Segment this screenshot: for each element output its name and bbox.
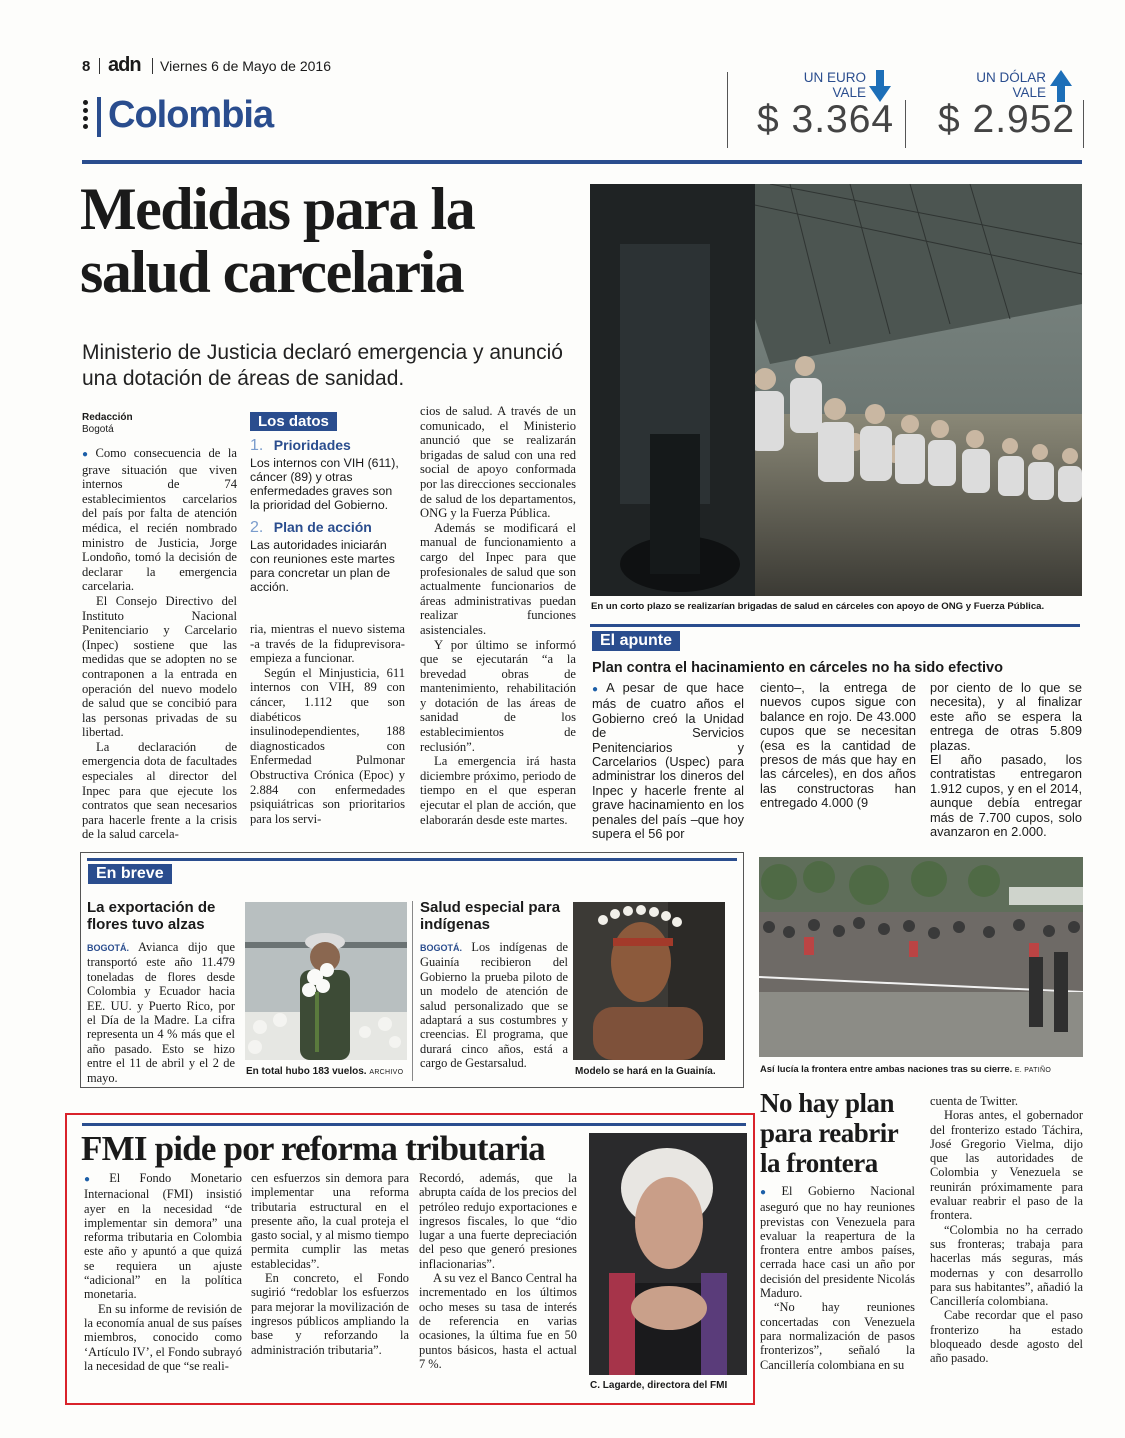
- main-photo-prison: [590, 184, 1082, 596]
- lagarde-caption: C. Lagarde, directora del FMI: [590, 1380, 728, 1391]
- fmi-column-1: ● El Fondo Monetario Internacional (FMI) insistió ayer en la necesidad “de implementar sin demora” una reforma tributaria en Colombia este año y apuntó a que quizá se requiera un ajuste “adicional” en la política monetaria. En su informe de revisión de la economía anual de sus países miembros, conocido como ‘Artículo IV’, el Fondo subrayó la necesidad de que “se reali-: [84, 1171, 242, 1373]
- datos-item-2: 2. Plan de acción: [250, 519, 372, 536]
- datos-item-1-text: Los internos con VIH (611), cáncer (89) y otras enfermedades graves son la prioridad del Gobierno.: [250, 456, 399, 512]
- main-headline: Medidas para la salud carcelaria: [80, 176, 475, 305]
- datos-item-2-text: Las autoridades iniciarán con reuniones este martes para concretar un plan de acción.: [250, 538, 395, 594]
- apunte-rule: [590, 624, 1080, 627]
- fmi-column-2: cen esfuerzos sin demora para implementar una reforma tributaria estructural en el presente año, la cual proteja el gasto social, y al mismo tiempo permita cumplir las metas establecidas”. En concreto, el Fondo sugirió “redoblar los esfuerzos para mejorar la movilización de ingresos públicos ampliando la base y reforzando la administración tributaria”.: [251, 1171, 409, 1357]
- issue-date: Viernes 6 de Mayo de 2016: [160, 58, 331, 74]
- breve-story-2-text: BOGOTÁ. Los indígenas de Guainía recibieron del Gobierno la prueba piloto de un modelo de atención de salud personalizado que se adaptará a sus costumbres y creencias. El programa, que durará cinco años, está a cargo de Gestarsalud.: [420, 940, 568, 1071]
- main-column-2: ria, mientras el nuevo sistema -a través de la fiduprevisora- empieza a funcionar. Según el Minjusticia, 611 internos con VIH, 89 con cáncer, 1.112 que son diabéticos insulinodependientes, 188 diagnosticados con Enfermedad Pulmonar Obstructiva Crónica (Epoc) y 2.884 con enfermedades psiquiátricas son prioritarios para los servi-: [250, 622, 405, 826]
- apunte-column-3: por ciento de lo que se necesita), y al finalizar este año se espera la entrega de otras 5.809 plazas. El año pasado, los contratistas entregaron 1.912 cupos, y en el 2014, aunque debía entregar más de 7.700 cupos, solo avanzaron en 2.000.: [930, 680, 1082, 840]
- page-number: 8: [82, 58, 91, 75]
- apunte-column-1: ● A pesar de que hace más de cuatro años el Gobierno creó la Unidad de Servicios Penitenciarios y Carcelarios (Uspec) para administrar los dineros del Inpec y hacerle frente al grave hacinamiento en los penales del país –que hoy supera el 56 por: [592, 680, 744, 842]
- euro-label: UN EURO VALE: [803, 70, 866, 100]
- adn-logo: adn: [108, 54, 141, 76]
- apunte-column-2: ciento–, la entrega de nuevos cupos sigue con balance en rojo. De 43.000 cupos que se necesitan (esa es la cantidad de presos de más que hay en las cárceles), en dos años las constructoras han entregado 4.000 (9: [760, 680, 916, 811]
- fmi-highlight-box: [65, 1113, 755, 1405]
- main-subheadline: Ministerio de Justicia declaró emergencia y anunció una dotación de áreas de sanidad.: [82, 341, 563, 390]
- breve-rule: [87, 858, 737, 861]
- header-divider: [99, 58, 100, 74]
- dollar-label: UN DÓLAR VALE: [976, 70, 1046, 100]
- lagarde-photo: [589, 1133, 747, 1375]
- frontera-column-2: cuenta de Twitter. Horas antes, el gobernador del fronterizo estado Táchira, José Gregorio Vielma, dijo que las autoridades de Colombia y Venezuela se reunirán próximamente para evaluar reabrir el paso de la frontera. “Colombia no ha cerrado sus fronteras; trabaja para hacerlas más seguras, más modernas y con desarrollo para sus habitantes”, añadió la Cancillería colombiana. Cabe recordar que el paso fronterizo ha estado bloqueado desde agosto del año pasado.: [930, 1094, 1083, 1366]
- currency-divider: [727, 72, 728, 148]
- section-dots-icon: [83, 100, 91, 129]
- byline: Redacción Bogotá: [82, 412, 133, 435]
- datos-item-1: 1. Prioridades: [250, 437, 351, 454]
- currency-divider: [905, 100, 906, 148]
- indigenous-caption: Modelo se hará en la Guainía.: [575, 1066, 716, 1077]
- border-crowd-photo: [759, 857, 1083, 1057]
- apunte-label: El apunte: [592, 631, 680, 651]
- datos-label: Los datos: [250, 412, 337, 431]
- frontera-headline: No hay plan para reabrir la frontera: [760, 1088, 898, 1178]
- header-divider: [152, 58, 153, 74]
- section-title: Colombia: [108, 94, 274, 136]
- main-column-1: ● Como consecuencia de la grave situación que viven internos de 74 establecimientos carcelarios del país por falta de atención médica, el recién nombrado ministro de Justicia, Jorge Londoño, tomó la decisión de declarar la emergencia carcelaria. El Consejo Directivo del Instituto Nacional Penitenciario y Carcelario (Inpec) sostiene que las medidas que se adopten no se contraponen a la entrada en operación del nuevo modelo de salud que se concibió para las personas privadas de su libertad. La declaración de emergencia dota de facultades especiales al director del Inpec para que ejecute los contratos que sean necesarios para hacerle frente a la crisis de la salud carcela-: [82, 446, 237, 842]
- euro-value: $ 3.364: [757, 98, 895, 141]
- border-photo-caption: Así lucía la frontera entre ambas naciones tras su cierre. E. PATIÑO: [760, 1063, 1052, 1074]
- dollar-value: $ 2.952: [938, 98, 1076, 141]
- fmi-rule: [82, 1123, 746, 1126]
- frontera-column-1: ● El Gobierno Nacional aseguró que no hay reuniones previstas con Venezuela para evaluar la reapertura de la frontera entre ambos países, cerrada hace casi un año por decisión del presidente Nicolás Maduro. “No hay reuniones concertadas con Venezuela para normalización de pasos fronterizos”, señaló la Cancillería colombiana en su: [760, 1184, 915, 1372]
- breve-story-1-text: BOGOTÁ. Avianca dijo que transportó este año 11.479 toneladas de flores desde Colombia y Ecuador hacia EE. UU. y Puerto Rico, por el Día de la Madre. La cifra representa un 4 % más que el año pasado. Esto se hizo entre el 11 de abril y el 2 de mayo.: [87, 940, 235, 1085]
- currency-divider: [1083, 100, 1084, 148]
- flowers-caption: En total hubo 183 vuelos. ARCHIVO: [246, 1066, 404, 1077]
- flowers-photo: [245, 902, 407, 1060]
- fmi-headline: FMI pide por reforma tributaria: [81, 1129, 545, 1168]
- breve-divider: [412, 901, 413, 1081]
- indigenous-photo: [573, 902, 725, 1060]
- header-rule: [82, 160, 1082, 164]
- breve-story-2-title: Salud especial para indígenas: [420, 899, 561, 933]
- page-header: [0, 0, 1125, 165]
- main-column-3: cios de salud. A través de un comunicado, el Ministerio anunció que se realizarán brigadas de salud con una red social de apoyo conformada por las direcciones seccionales de salud de los departamentos, ONG y la Fuerza Pública. Además se modificará el manual de funcionamiento a cargo del Inpec para que profesionales de salud que son actualmente funcionarios de áreas administrativas puedan realizar funciones asistenciales. Y por último se informó que se ejecutarán “a la brevedad obras de mantenimiento, rehabilitación y dotación de las áreas de sanidad de los establecimientos de reclusión”. La emergencia irá hasta diciembre próximo, periodo de tiempo en el que esperan ejecutar el plan de acción, que elaborarán desde este martes.: [420, 404, 576, 827]
- breve-label: En breve: [88, 864, 172, 884]
- section-bar: [97, 97, 101, 137]
- datos-box: [250, 412, 405, 617]
- apunte-title: Plan contra el hacinamiento en cárceles no ha sido efectivo: [592, 660, 1003, 676]
- breve-story-1-title: La exportación de flores tuvo alzas: [87, 899, 216, 933]
- main-photo-caption: En un corto plazo se realizarían brigadas de salud en cárceles con apoyo de ONG y Fuerza Pública.: [591, 601, 1045, 612]
- breve-box: [80, 852, 744, 1088]
- fmi-column-3: Recordó, además, que la abrupta caída de los precios del petróleo redujo exportaciones e ingresos fiscales, lo que “dio lugar a una fuerte depreciación del peso que generó presiones inflacionarias”. A su vez el Banco Central ha incrementado en los últimos ocho meses su tasa de interés de referencia en varias ocasiones, la última fue en 50 puntos básicos, hasta el actual 7 %.: [419, 1171, 577, 1371]
